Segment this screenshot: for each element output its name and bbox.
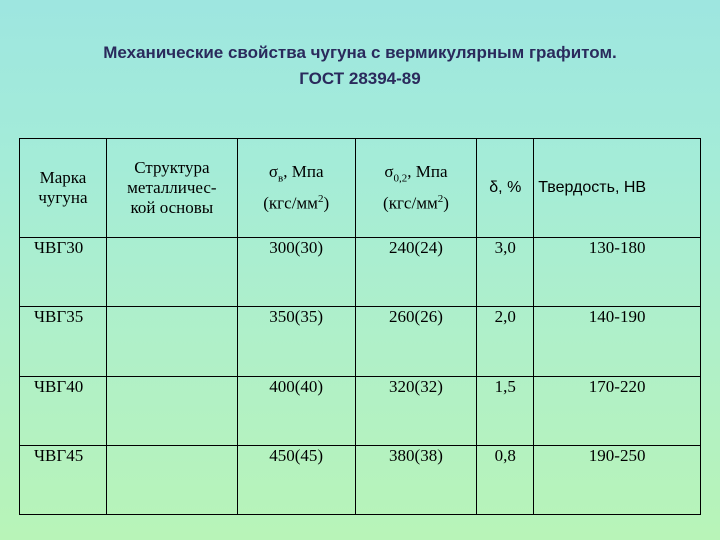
cell-hardness: 130-180 bbox=[534, 238, 701, 307]
cell-elongation: 1,5 bbox=[477, 376, 534, 445]
table-row bbox=[20, 376, 701, 445]
cell-structure bbox=[106, 238, 237, 307]
cell-hardness: 140-190 bbox=[534, 307, 701, 376]
cell-hardness: 170-220 bbox=[534, 376, 701, 445]
cell-yield-strength: 320(32) bbox=[355, 376, 477, 445]
header-yield-strength: $\sigma_{0,2}$, Мпа $(кгс/мм^2)$ bbox=[355, 139, 477, 238]
cell-structure bbox=[106, 307, 237, 376]
table-row bbox=[20, 307, 701, 376]
cell-elongation: 3,0 bbox=[477, 238, 534, 307]
properties-table bbox=[19, 138, 701, 515]
cell-structure bbox=[106, 376, 237, 445]
cell-elongation: 2,0 bbox=[477, 307, 534, 376]
table-row bbox=[20, 238, 701, 307]
cell-tensile-strength: 450(45) bbox=[237, 445, 355, 514]
header-grade: Марка чугуна bbox=[20, 139, 107, 238]
cell-grade: ЧВГ35 bbox=[20, 307, 107, 376]
table-header-row bbox=[20, 139, 701, 238]
cell-hardness: 190-250 bbox=[534, 445, 701, 514]
cell-tensile-strength: 300(30) bbox=[237, 238, 355, 307]
cell-structure bbox=[106, 445, 237, 514]
cell-tensile-strength: 400(40) bbox=[237, 376, 355, 445]
cell-yield-strength: 240(24) bbox=[355, 238, 477, 307]
cell-grade: ЧВГ45 bbox=[20, 445, 107, 514]
header-elongation: δ, % bbox=[477, 139, 534, 238]
header-structure: Структура металличес- кой основы bbox=[106, 139, 237, 238]
cell-yield-strength: 380(38) bbox=[355, 445, 477, 514]
cell-grade: ЧВГ30 bbox=[20, 238, 107, 307]
cell-yield-strength: 260(26) bbox=[355, 307, 477, 376]
header-hardness: Твердость, НВ bbox=[534, 139, 701, 238]
title-line-1: Механические свойства чугуна с вермикулярным графитом. bbox=[103, 43, 617, 62]
cell-elongation: 0,8 bbox=[477, 445, 534, 514]
title-line-2: ГОСТ 28394-89 bbox=[299, 69, 421, 88]
header-tensile-strength: $\sigma_в$, Мпа $(кгс/мм^2)$ bbox=[237, 139, 355, 238]
cell-tensile-strength: 350(35) bbox=[237, 307, 355, 376]
page-title bbox=[0, 40, 720, 92]
cell-grade: ЧВГ40 bbox=[20, 376, 107, 445]
table-row bbox=[20, 445, 701, 514]
